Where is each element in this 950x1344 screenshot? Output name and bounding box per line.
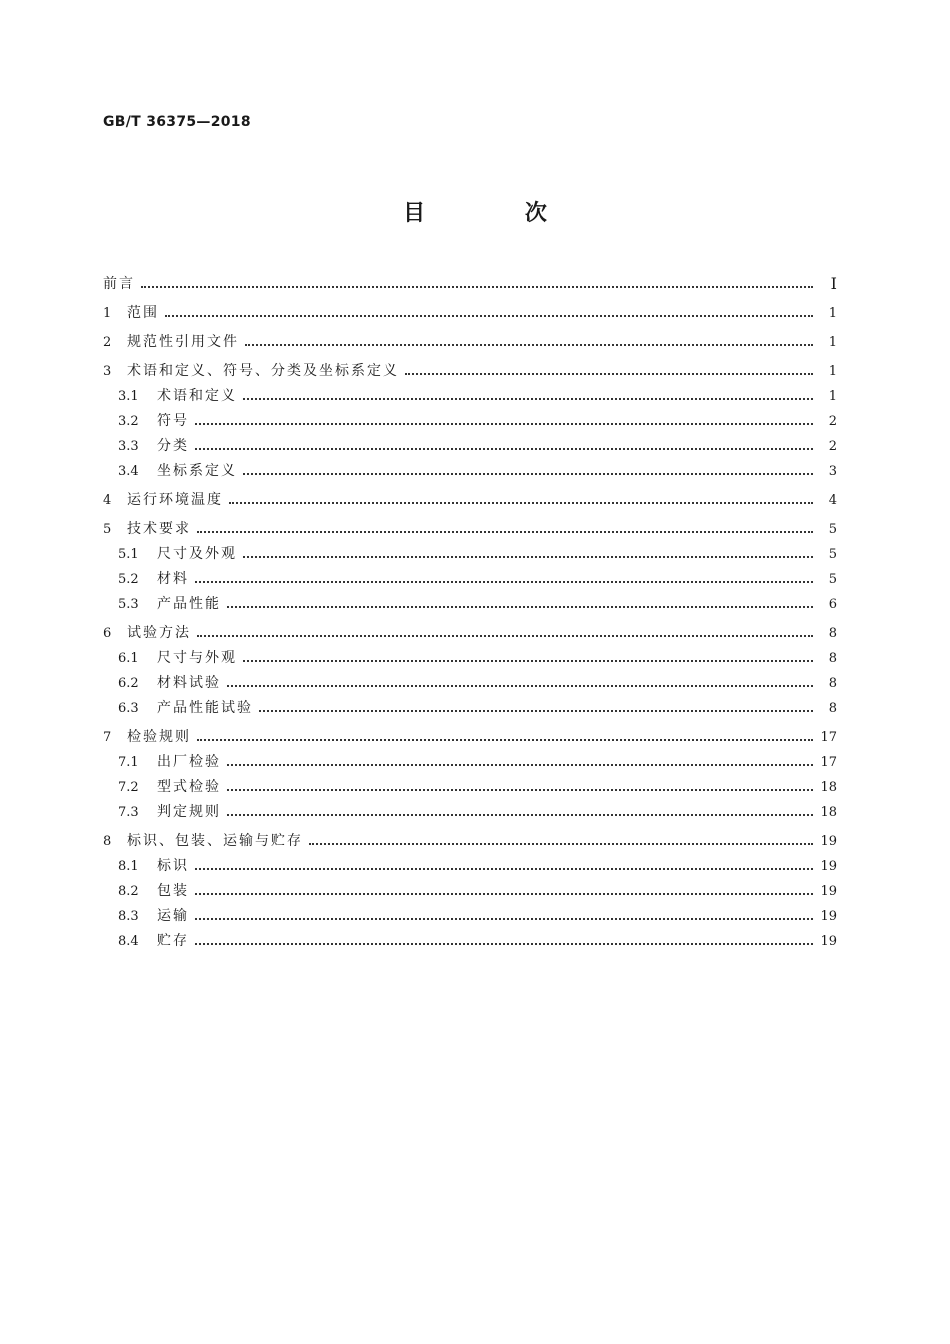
toc-entry[interactable] (103, 829, 837, 854)
toc-entry-number: 8.4 (118, 934, 139, 949)
toc-entry-number: 8.1 (118, 859, 139, 874)
page-title: 目 次 (403, 201, 593, 226)
toc-entry-page: 19 (820, 884, 837, 899)
toc-leader-dots (195, 409, 813, 434)
toc-entry-page: 8 (828, 676, 837, 691)
toc-entry-number: 6.1 (118, 651, 139, 666)
toc-leader-dots (227, 800, 813, 825)
toc-leader-dots (243, 459, 813, 484)
toc-entry-label: 坐标系定义 (157, 463, 237, 479)
toc-entry-label: 出厂检验 (157, 754, 221, 770)
toc-leader-dots (197, 517, 813, 542)
toc-entry-number: 3.1 (118, 389, 139, 404)
toc-entry-page: 1 (828, 364, 837, 379)
toc-leader-dots (245, 330, 813, 355)
toc-leader-dots (195, 854, 813, 879)
toc-entry[interactable] (103, 330, 837, 355)
toc-leader-dots (195, 567, 813, 592)
toc-entry-label: 尺寸与外观 (157, 650, 237, 666)
toc-entry-label: 贮存 (157, 933, 189, 949)
toc-leader-dots (229, 488, 813, 513)
toc-entry-number: 7.1 (118, 755, 139, 770)
toc-entry-number: 6 (103, 626, 112, 641)
toc-entry-page: 3 (828, 464, 837, 479)
toc-leader-dots (227, 592, 813, 617)
toc-entry-number: 3 (103, 364, 112, 379)
toc-entry-page: 18 (820, 805, 837, 820)
toc-entry[interactable] (103, 384, 837, 409)
toc-entry-page: 1 (828, 335, 837, 350)
toc-entry-label: 术语和定义 (157, 388, 237, 404)
toc-entry-label: 运行环境温度 (127, 492, 223, 508)
toc-entry-page: 19 (820, 859, 837, 874)
toc-entry-page: 17 (820, 755, 837, 770)
toc-entry[interactable] (103, 409, 837, 434)
toc-entry-label: 标识、包装、运输与贮存 (127, 833, 303, 849)
toc-entry-page: 8 (828, 626, 837, 641)
toc-entry[interactable] (103, 621, 837, 646)
toc-entry[interactable] (103, 696, 837, 721)
toc-entry-number: 6.2 (118, 676, 139, 691)
toc-leader-dots (243, 384, 813, 409)
toc-entry-label: 包装 (157, 883, 189, 899)
toc-entry[interactable] (103, 879, 837, 904)
toc-entry-page: 19 (820, 934, 837, 949)
toc-entry-page: 4 (828, 493, 837, 508)
toc-leader-dots (195, 434, 813, 459)
toc-entry-page: 19 (820, 909, 837, 924)
toc-entry-number: 6.3 (118, 701, 139, 716)
toc-leader-dots (195, 929, 813, 954)
toc-leader-dots (141, 272, 813, 297)
toc-entry[interactable] (103, 854, 837, 879)
toc-entry-label: 标识 (157, 858, 189, 874)
toc-entry[interactable] (103, 904, 837, 929)
toc-entry[interactable] (103, 359, 837, 384)
toc-entry-page: 8 (828, 701, 837, 716)
toc-leader-dots (259, 696, 813, 721)
toc-entry-label: 前言 (103, 276, 135, 292)
toc-entry-number: 5.1 (118, 547, 139, 562)
toc-leader-dots (227, 750, 813, 775)
toc-leader-dots (165, 301, 813, 326)
toc-leader-dots (197, 725, 813, 750)
toc-entry[interactable] (103, 517, 837, 542)
toc-entry-number: 7.3 (118, 805, 139, 820)
standard-number: GB/T 36375—2018 (103, 114, 251, 130)
toc-entry-label: 材料 (157, 571, 189, 587)
toc-entry-page: 18 (820, 780, 837, 795)
toc-entry[interactable] (103, 646, 837, 671)
toc-entry-number: 1 (103, 306, 112, 321)
toc-entry-number: 8.2 (118, 884, 139, 899)
toc-entry-number: 3.4 (118, 464, 139, 479)
toc-entry-label: 型式检验 (157, 779, 221, 795)
toc-entry-number: 8 (103, 834, 112, 849)
toc-entry-number: 5.2 (118, 572, 139, 587)
toc-entry[interactable] (103, 434, 837, 459)
toc-entry-number: 2 (103, 335, 112, 350)
toc-entry-label: 范围 (127, 305, 159, 321)
toc-entry-label: 分类 (157, 438, 189, 454)
table-of-contents (103, 272, 837, 954)
toc-entry-number: 7 (103, 730, 112, 745)
toc-entry[interactable] (103, 567, 837, 592)
toc-entry-number: 3.2 (118, 414, 139, 429)
toc-entry-label: 运输 (157, 908, 189, 924)
toc-entry-label: 技术要求 (127, 521, 191, 537)
toc-entry-label: 产品性能 (157, 596, 221, 612)
toc-leader-dots (227, 671, 813, 696)
toc-entry-number: 4 (103, 493, 112, 508)
toc-leader-dots (195, 904, 813, 929)
toc-entry[interactable] (103, 592, 837, 617)
toc-entry[interactable] (103, 488, 837, 513)
toc-leader-dots (243, 646, 813, 671)
toc-entry[interactable] (103, 671, 837, 696)
toc-entry[interactable] (103, 800, 837, 825)
toc-entry[interactable] (103, 775, 837, 800)
toc-entry-label: 试验方法 (127, 625, 191, 641)
toc-entry-label: 规范性引用文件 (127, 334, 239, 350)
toc-entry-page: 8 (828, 651, 837, 666)
toc-leader-dots (197, 621, 813, 646)
toc-leader-dots (309, 829, 813, 854)
toc-entry[interactable] (103, 542, 837, 567)
toc-entry[interactable] (103, 750, 837, 775)
toc-entry-page: 5 (828, 572, 837, 587)
toc-entry-page: 19 (820, 834, 837, 849)
toc-leader-dots (195, 879, 813, 904)
toc-entry-label: 尺寸及外观 (157, 546, 237, 562)
toc-entry-label: 材料试验 (157, 675, 221, 691)
toc-entry-number: 7.2 (118, 780, 139, 795)
toc-entry-page: 1 (828, 389, 837, 404)
toc-entry-page: 5 (828, 547, 837, 562)
toc-entry[interactable] (103, 929, 837, 954)
toc-leader-dots (227, 775, 813, 800)
toc-entry[interactable] (103, 272, 837, 297)
toc-leader-dots (405, 359, 813, 384)
toc-entry-page: 17 (820, 730, 837, 745)
toc-entry-page: 1 (828, 306, 837, 321)
toc-entry-page: Ⅰ (830, 276, 837, 293)
toc-entry-number: 3.3 (118, 439, 139, 454)
toc-leader-dots (243, 542, 813, 567)
toc-entry-page: 5 (828, 522, 837, 537)
toc-entry-label: 判定规则 (157, 804, 221, 820)
toc-entry-label: 检验规则 (127, 729, 191, 745)
toc-entry[interactable] (103, 459, 837, 484)
toc-entry-page: 6 (828, 597, 837, 612)
toc-entry[interactable] (103, 725, 837, 750)
toc-entry-number: 8.3 (118, 909, 139, 924)
toc-entry-page: 2 (828, 414, 837, 429)
toc-entry-page: 2 (828, 439, 837, 454)
toc-entry-number: 5.3 (118, 597, 139, 612)
toc-entry-label: 术语和定义、符号、分类及坐标系定义 (127, 363, 399, 379)
toc-entry-label: 产品性能试验 (157, 700, 253, 716)
toc-entry-label: 符号 (157, 413, 189, 429)
toc-entry[interactable] (103, 301, 837, 326)
toc-entry-number: 5 (103, 522, 112, 537)
